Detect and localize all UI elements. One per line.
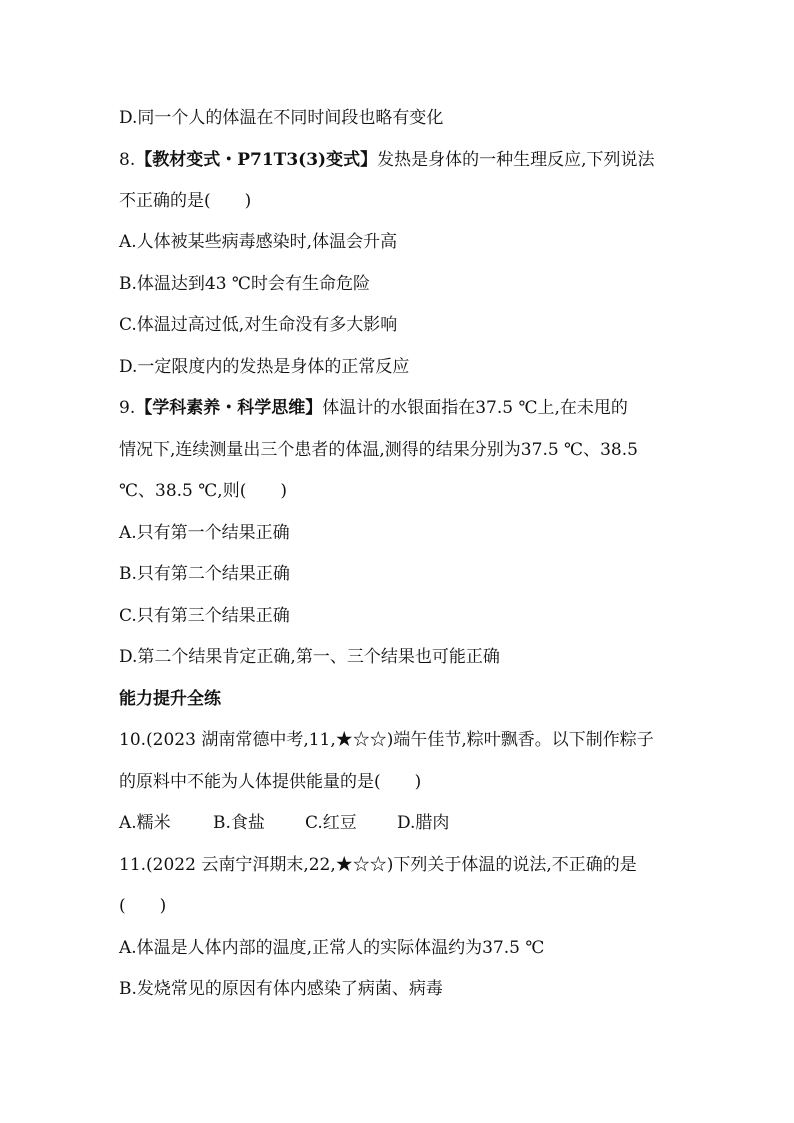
question-10-stem-cont: 的原料中不能为人体提供能量的是( ) — [119, 772, 422, 792]
q10-options — [119, 811, 449, 835]
question-9-stem-cont: 情况下,连续测量出三个患者的体温,测得的结果分别为37.5 ℃、38.5 — [119, 440, 638, 460]
question-9-number: 9. — [119, 398, 136, 418]
question-8-number: 8. — [119, 150, 136, 170]
q8-option-a: A.人体被某些病毒感染时,体温会升高 — [119, 232, 398, 252]
q11-option-a: A.体温是人体内部的温度,正常人的实际体温约为37.5 ℃ — [119, 938, 545, 958]
q9-option-a: A.只有第一个结果正确 — [119, 523, 290, 543]
q8-option-c: C.体温过高过低,对生命没有多大影响 — [119, 315, 398, 335]
q9-option-b: B.只有第二个结果正确 — [119, 564, 290, 584]
question-8-stem-cont: 不正确的是( ) — [119, 191, 252, 211]
question-8-tag: 【教材变式・P71T3(3)变式】 — [135, 150, 378, 170]
question-11-stem-cont: ( ) — [119, 896, 167, 916]
question-11-stem: 11.(2022 云南宁洱期末,22,★☆☆)下列关于体温的说法,不正确的是 — [119, 855, 637, 875]
q9-option-c: C.只有第三个结果正确 — [119, 606, 290, 626]
question-9-stem — [119, 396, 754, 420]
q8-option-d: D.一定限度内的发热是身体的正常反应 — [119, 357, 410, 377]
q10-option-d: D.腊肉 — [397, 813, 450, 833]
question-9-stem-cont2: ℃、38.5 ℃,则( ) — [119, 481, 287, 501]
q10-option-a: A.糯米 — [119, 813, 171, 833]
section-heading: 能力提升全练 — [119, 689, 221, 709]
q9-option-d: D.第二个结果肯定正确,第一、三个结果也可能正确 — [119, 647, 500, 667]
question-9-text: 体温计的水银面指在37.5 ℃上,在未甩的 — [322, 398, 628, 418]
q7-option-d: D.同一个人的体温在不同时间段也略有变化 — [119, 108, 444, 128]
question-10-stem: 10.(2023 湖南常德中考,11,★☆☆)端午佳节,粽叶飘香。以下制作粽子 — [119, 730, 654, 750]
q8-option-b: B.体温达到43 ℃时会有生命危险 — [119, 274, 370, 294]
question-8-text: 发热是身体的一种生理反应,下列说法 — [377, 150, 655, 170]
q10-option-c: C.红豆 — [305, 813, 357, 833]
q11-option-b: B.发烧常见的原因有体内感染了病菌、病毒 — [119, 979, 443, 999]
q10-option-b: B.食盐 — [213, 813, 265, 833]
question-8-stem — [119, 148, 754, 172]
question-9-tag: 【学科素养・科学思维】 — [135, 398, 323, 418]
